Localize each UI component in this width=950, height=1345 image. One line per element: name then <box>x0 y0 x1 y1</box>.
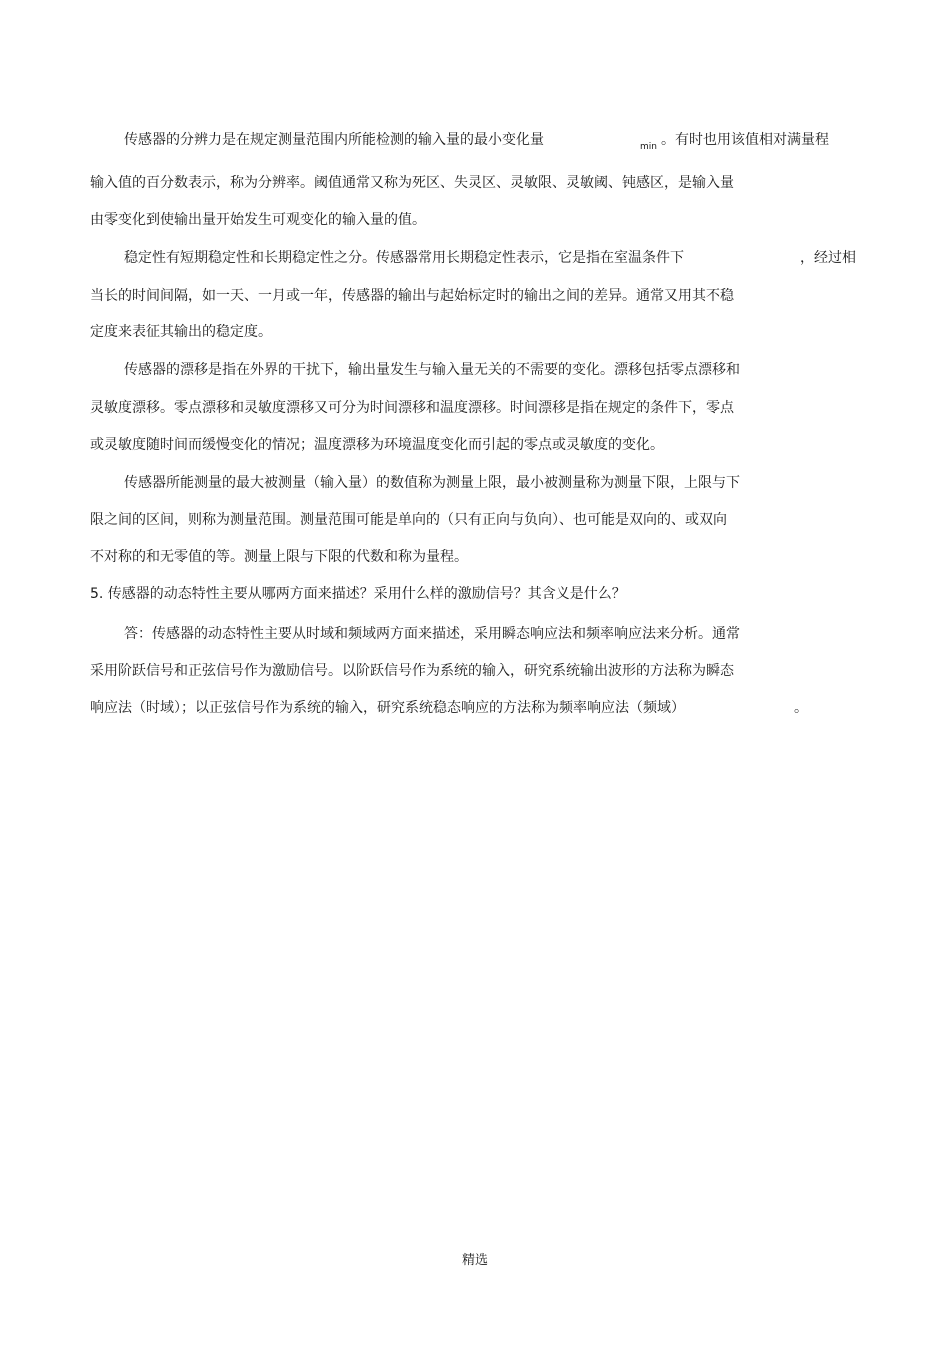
para4-line3: 不对称的和无零值的等。测量上限与下限的代数和称为量程。 <box>90 549 468 565</box>
para3-line1: 传感器的漂移是指在外界的干扰下，输出量发生与输入量无关的不需要的变化。漂移包括零点漂移和 <box>124 362 740 378</box>
answer-line3-tail: 。 <box>794 700 808 716</box>
answer-line2: 采用阶跃信号和正弦信号作为激励信号。以阶跃信号作为系统的输入，研究系统输出波形的方法称为瞬态 <box>90 663 734 679</box>
para3-line2: 灵敏度漂移。零点漂移和灵敏度漂移又可分为时间漂移和温度漂移。时间漂移是指在规定的条件下，零点 <box>90 400 734 416</box>
para1-line3: 由零变化到使输出量开始发生可观变化的输入量的值。 <box>90 212 426 228</box>
para4-line2: 限之间的区间，则称为测量范围。测量范围可能是单向的（只有正向与负向）、也可能是双向的、或双向 <box>90 512 727 528</box>
para3-line3: 或灵敏度随时间而缓慢变化的情况；温度漂移为环境温度变化而引起的零点或灵敏度的变化。 <box>90 437 664 453</box>
para1-line2: 输入值的百分数表示，称为分辨率。阈值通常又称为死区、失灵区、灵敏限、灵敏阈、钝感区，是输入量 <box>90 175 734 191</box>
para2-line1-tail: ，经过相 <box>800 250 856 266</box>
para1-line1 <box>124 131 544 149</box>
min-subscript: min <box>640 142 657 152</box>
para2-line2: 当长的时间间隔，如一天、一月或一年，传感器的输出与起始标定时的输出之间的差异。通常又用其不稳 <box>90 288 734 304</box>
question-5: 5. 传感器的动态特性主要从哪两方面来描述？采用什么样的激励信号？其含义是什么？ <box>90 586 626 602</box>
para4-line1: 传感器所能测量的最大被测量（输入量）的数值称为测量上限，最小被测量称为测量下限，上限与下 <box>124 475 740 491</box>
answer-line1: 答：传感器的动态特性主要从时域和频域两方面来描述，采用瞬态响应法和频率响应法来分析。通常 <box>124 626 740 642</box>
page-footer: 精选 <box>461 1253 488 1268</box>
para1-line1-tail <box>640 131 829 151</box>
para1-tail: 。有时也用该值相对满量程 <box>660 132 829 148</box>
answer-line3: 响应法（时域）；以正弦信号作为系统的输入，研究系统稳态响应的方法称为频率响应法（频域） <box>90 700 685 716</box>
para2-line3: 定度来表征其输出的稳定度。 <box>90 324 272 340</box>
para1-text: 传感器的分辨力是在规定测量范围内所能检测的输入量的最小变化量 <box>124 132 544 148</box>
para2-line1: 稳定性有短期稳定性和长期稳定性之分。传感器常用长期稳定性表示，它是指在室温条件下 <box>124 250 684 266</box>
